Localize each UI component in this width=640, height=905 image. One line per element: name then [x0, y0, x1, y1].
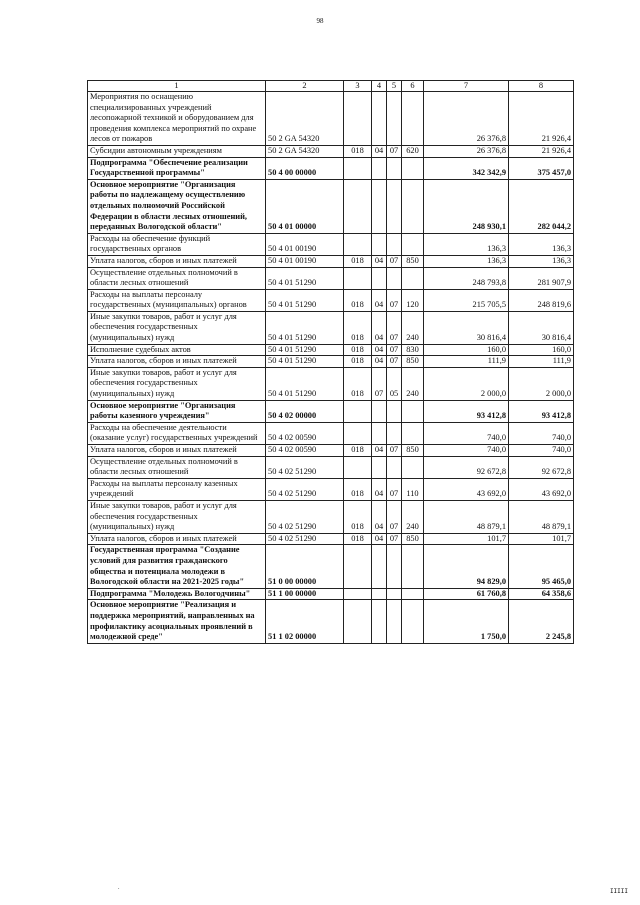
row-section-cell: [372, 92, 387, 146]
row-expense-type-cell: 850: [402, 445, 424, 457]
table-row: [88, 478, 574, 500]
row-code-cell: 50 4 02 00000: [266, 400, 344, 422]
row-section-cell: [372, 456, 387, 478]
row-amount-2022-cell: 111,9: [424, 356, 509, 368]
row-code-cell: 50 4 02 51290: [266, 533, 344, 545]
row-subsection-cell: 07: [387, 445, 402, 457]
row-amount-2023-cell: 21 926,4: [509, 145, 574, 157]
row-section-cell: [372, 545, 387, 588]
table-row: [88, 92, 574, 146]
row-amount-2023-cell: 48 879,1: [509, 500, 574, 533]
row-amount-2022-cell: 48 879,1: [424, 500, 509, 533]
row-code-cell: 50 4 01 51290: [266, 344, 344, 356]
table-row: [88, 400, 574, 422]
header-cell: 1: [88, 81, 266, 92]
row-name-cell: Основное мероприятие "Организация работы казенного учреждения": [88, 400, 266, 422]
table-row: [88, 600, 574, 643]
row-expense-type-cell: [402, 179, 424, 233]
row-amount-2022-cell: 93 412,8: [424, 400, 509, 422]
row-code-cell: 50 4 01 00190: [266, 255, 344, 267]
row-section-cell: 04: [372, 145, 387, 157]
table-row: [88, 422, 574, 444]
row-code-cell: 50 4 02 00590: [266, 422, 344, 444]
table-row: [88, 157, 574, 179]
row-expense-type-cell: [402, 233, 424, 255]
row-ministry-cell: [344, 422, 372, 444]
row-ministry-cell: 018: [344, 145, 372, 157]
row-expense-type-cell: [402, 92, 424, 146]
row-amount-2023-cell: 30 816,4: [509, 311, 574, 344]
row-ministry-cell: [344, 233, 372, 255]
table-row: [88, 255, 574, 267]
row-amount-2023-cell: 136,3: [509, 255, 574, 267]
row-subsection-cell: [387, 157, 402, 179]
row-subsection-cell: [387, 267, 402, 289]
row-subsection-cell: 07: [387, 255, 402, 267]
table-row: [88, 533, 574, 545]
row-section-cell: 04: [372, 255, 387, 267]
budget-table: [87, 80, 574, 644]
row-amount-2022-cell: 26 376,8: [424, 145, 509, 157]
row-name-cell: Исполнение судебных актов: [88, 344, 266, 356]
row-amount-2023-cell: 111,9: [509, 356, 574, 368]
row-expense-type-cell: [402, 400, 424, 422]
row-amount-2023-cell: 136,3: [509, 233, 574, 255]
row-amount-2023-cell: 2 245,8: [509, 600, 574, 643]
table-row: [88, 588, 574, 600]
row-code-cell: 50 4 00 00000: [266, 157, 344, 179]
row-code-cell: 50 4 02 00590: [266, 445, 344, 457]
row-subsection-cell: 05: [387, 367, 402, 400]
row-subsection-cell: [387, 179, 402, 233]
row-ministry-cell: [344, 400, 372, 422]
row-subsection-cell: 07: [387, 145, 402, 157]
row-amount-2022-cell: 248 930,1: [424, 179, 509, 233]
table-row: [88, 545, 574, 588]
row-name-cell: Уплата налогов, сборов и иных платежей: [88, 356, 266, 368]
row-ministry-cell: [344, 267, 372, 289]
table-row: [88, 179, 574, 233]
row-expense-type-cell: 850: [402, 533, 424, 545]
row-name-cell: Основное мероприятие "Организация работы по надлежащему осуществлению отдельных полномочий Российской Федерации в области лесных отношений, переданных Вологодской области": [88, 179, 266, 233]
table-row: [88, 445, 574, 457]
row-section-cell: [372, 400, 387, 422]
row-amount-2023-cell: 64 358,6: [509, 588, 574, 600]
row-section-cell: [372, 422, 387, 444]
row-name-cell: Государственная программа "Создание условий для развития гражданского общества и потенциала молодежи в Вологодской области на 2021-2025 годы": [88, 545, 266, 588]
row-amount-2022-cell: 248 793,8: [424, 267, 509, 289]
row-name-cell: Осуществление отдельных полномочий в области лесных отношений: [88, 456, 266, 478]
row-name-cell: Мероприятия по оснащению специализированных учреждений лесопожарной техникой и оборудованием для проведения комплекса мероприятий по охране лесов от пожаров: [88, 92, 266, 146]
table-row: [88, 289, 574, 311]
row-expense-type-cell: [402, 422, 424, 444]
table-row: [88, 456, 574, 478]
row-ministry-cell: 018: [344, 356, 372, 368]
row-subsection-cell: [387, 400, 402, 422]
row-name-cell: Субсидии автономным учреждениям: [88, 145, 266, 157]
row-expense-type-cell: 240: [402, 500, 424, 533]
row-ministry-cell: [344, 588, 372, 600]
row-amount-2022-cell: 215 705,5: [424, 289, 509, 311]
row-code-cell: 50 4 01 00000: [266, 179, 344, 233]
page-number: 98: [316, 17, 324, 25]
row-name-cell: Иные закупки товаров, работ и услуг для обеспечения государственных (муниципальных) нужд: [88, 367, 266, 400]
row-name-cell: Основное мероприятие "Реализация и поддержка мероприятий, направленных на профилактику асоциальных проявлений в молодежной среде": [88, 600, 266, 643]
row-ministry-cell: [344, 545, 372, 588]
row-amount-2022-cell: 2 000,0: [424, 367, 509, 400]
header-cell: 3: [344, 81, 372, 92]
row-ministry-cell: [344, 600, 372, 643]
row-section-cell: 04: [372, 533, 387, 545]
row-ministry-cell: [344, 157, 372, 179]
row-expense-type-cell: 620: [402, 145, 424, 157]
row-section-cell: 04: [372, 356, 387, 368]
table-row: [88, 267, 574, 289]
row-ministry-cell: [344, 456, 372, 478]
row-name-cell: Уплата налогов, сборов и иных платежей: [88, 445, 266, 457]
row-expense-type-cell: 120: [402, 289, 424, 311]
row-amount-2023-cell: 101,7: [509, 533, 574, 545]
row-ministry-cell: 018: [344, 311, 372, 344]
row-subsection-cell: [387, 600, 402, 643]
row-subsection-cell: [387, 456, 402, 478]
row-code-cell: 50 4 01 51290: [266, 367, 344, 400]
row-expense-type-cell: [402, 267, 424, 289]
row-name-cell: Иные закупки товаров, работ и услуг для обеспечения государственных (муниципальных) нужд: [88, 311, 266, 344]
row-name-cell: Подпрограмма "Молодежь Вологодчины": [88, 588, 266, 600]
header-cell: 5: [387, 81, 402, 92]
row-code-cell: 50 4 01 51290: [266, 356, 344, 368]
row-ministry-cell: 018: [344, 367, 372, 400]
row-section-cell: [372, 600, 387, 643]
row-code-cell: 50 4 01 00190: [266, 233, 344, 255]
table-row: [88, 500, 574, 533]
row-ministry-cell: 018: [344, 445, 372, 457]
row-ministry-cell: [344, 92, 372, 146]
row-ministry-cell: 018: [344, 255, 372, 267]
row-amount-2022-cell: 136,3: [424, 233, 509, 255]
row-amount-2023-cell: 43 692,0: [509, 478, 574, 500]
row-subsection-cell: [387, 422, 402, 444]
row-section-cell: [372, 233, 387, 255]
row-amount-2022-cell: 740,0: [424, 422, 509, 444]
row-amount-2023-cell: 281 907,9: [509, 267, 574, 289]
row-name-cell: Иные закупки товаров, работ и услуг для обеспечения государственных (муниципальных) нужд: [88, 500, 266, 533]
row-expense-type-cell: 850: [402, 255, 424, 267]
row-code-cell: 50 4 01 51290: [266, 289, 344, 311]
footer-mark: IIIII: [609, 888, 628, 895]
row-section-cell: [372, 157, 387, 179]
row-amount-2022-cell: 136,3: [424, 255, 509, 267]
table-row: [88, 233, 574, 255]
row-ministry-cell: 018: [344, 533, 372, 545]
row-amount-2022-cell: 342 342,9: [424, 157, 509, 179]
row-section-cell: [372, 179, 387, 233]
row-subsection-cell: [387, 233, 402, 255]
table-row: [88, 344, 574, 356]
row-ministry-cell: 018: [344, 344, 372, 356]
row-amount-2022-cell: 30 816,4: [424, 311, 509, 344]
table-row: [88, 145, 574, 157]
row-code-cell: 50 4 02 51290: [266, 500, 344, 533]
row-amount-2022-cell: 92 672,8: [424, 456, 509, 478]
row-code-cell: 51 1 00 00000: [266, 588, 344, 600]
header-cell: 7: [424, 81, 509, 92]
row-expense-type-cell: [402, 588, 424, 600]
header-cell: 4: [372, 81, 387, 92]
row-subsection-cell: 07: [387, 289, 402, 311]
row-code-cell: 50 4 01 51290: [266, 267, 344, 289]
row-subsection-cell: 07: [387, 311, 402, 344]
row-amount-2022-cell: 26 376,8: [424, 92, 509, 146]
row-amount-2023-cell: 282 044,2: [509, 179, 574, 233]
row-amount-2022-cell: 1 750,0: [424, 600, 509, 643]
row-name-cell: Осуществление отдельных полномочий в области лесных отношений: [88, 267, 266, 289]
row-section-cell: [372, 588, 387, 600]
row-expense-type-cell: 110: [402, 478, 424, 500]
row-amount-2023-cell: 21 926,4: [509, 92, 574, 146]
row-ministry-cell: [344, 179, 372, 233]
row-amount-2022-cell: 740,0: [424, 445, 509, 457]
table-row: [88, 356, 574, 368]
row-expense-type-cell: 240: [402, 311, 424, 344]
row-amount-2023-cell: 740,0: [509, 422, 574, 444]
row-section-cell: 04: [372, 478, 387, 500]
table-row: [88, 367, 574, 400]
row-expense-type-cell: [402, 157, 424, 179]
row-ministry-cell: 018: [344, 289, 372, 311]
row-expense-type-cell: [402, 545, 424, 588]
header-cell: 8: [509, 81, 574, 92]
row-code-cell: 51 1 02 00000: [266, 600, 344, 643]
row-name-cell: Подпрограмма "Обеспечение реализации Государственной программы": [88, 157, 266, 179]
row-section-cell: 04: [372, 289, 387, 311]
row-expense-type-cell: [402, 600, 424, 643]
scan-dot: .: [118, 885, 120, 891]
table-row: [88, 311, 574, 344]
row-subsection-cell: 07: [387, 500, 402, 533]
row-amount-2023-cell: 740,0: [509, 445, 574, 457]
row-amount-2023-cell: 2 000,0: [509, 367, 574, 400]
row-code-cell: 50 4 01 51290: [266, 311, 344, 344]
row-subsection-cell: 07: [387, 478, 402, 500]
row-section-cell: 04: [372, 344, 387, 356]
row-code-cell: 50 2 GA 54320: [266, 145, 344, 157]
header-cell: 6: [402, 81, 424, 92]
row-code-cell: 50 4 02 51290: [266, 456, 344, 478]
row-amount-2023-cell: 160,0: [509, 344, 574, 356]
row-section-cell: [372, 267, 387, 289]
row-name-cell: Уплата налогов, сборов и иных платежей: [88, 255, 266, 267]
row-amount-2023-cell: 92 672,8: [509, 456, 574, 478]
row-section-cell: 07: [372, 367, 387, 400]
row-code-cell: 51 0 00 00000: [266, 545, 344, 588]
row-expense-type-cell: 850: [402, 356, 424, 368]
row-expense-type-cell: 830: [402, 344, 424, 356]
row-name-cell: Расходы на выплаты персоналу государственных (муниципальных) органов: [88, 289, 266, 311]
row-amount-2022-cell: 160,0: [424, 344, 509, 356]
row-name-cell: Уплата налогов, сборов и иных платежей: [88, 533, 266, 545]
row-amount-2022-cell: 101,7: [424, 533, 509, 545]
row-expense-type-cell: 240: [402, 367, 424, 400]
header-cell: 2: [266, 81, 344, 92]
row-subsection-cell: [387, 92, 402, 146]
row-ministry-cell: 018: [344, 500, 372, 533]
row-code-cell: 50 4 02 51290: [266, 478, 344, 500]
row-name-cell: Расходы на обеспечение функций государственных органов: [88, 233, 266, 255]
row-name-cell: Расходы на обеспечение деятельности (оказание услуг) государственных учреждений: [88, 422, 266, 444]
row-section-cell: 04: [372, 500, 387, 533]
row-section-cell: 04: [372, 311, 387, 344]
row-amount-2023-cell: 375 457,0: [509, 157, 574, 179]
row-amount-2022-cell: 61 760,8: [424, 588, 509, 600]
row-amount-2022-cell: 43 692,0: [424, 478, 509, 500]
row-section-cell: 04: [372, 445, 387, 457]
row-subsection-cell: 07: [387, 533, 402, 545]
table-header-row: [88, 81, 574, 92]
row-amount-2023-cell: 95 465,0: [509, 545, 574, 588]
row-amount-2022-cell: 94 829,0: [424, 545, 509, 588]
row-amount-2023-cell: 93 412,8: [509, 400, 574, 422]
row-name-cell: Расходы на выплаты персоналу казенных учреждений: [88, 478, 266, 500]
row-subsection-cell: 07: [387, 356, 402, 368]
row-subsection-cell: [387, 588, 402, 600]
row-subsection-cell: 07: [387, 344, 402, 356]
row-amount-2023-cell: 248 819,6: [509, 289, 574, 311]
row-ministry-cell: 018: [344, 478, 372, 500]
row-code-cell: 50 2 GA 54320: [266, 92, 344, 146]
row-subsection-cell: [387, 545, 402, 588]
row-expense-type-cell: [402, 456, 424, 478]
